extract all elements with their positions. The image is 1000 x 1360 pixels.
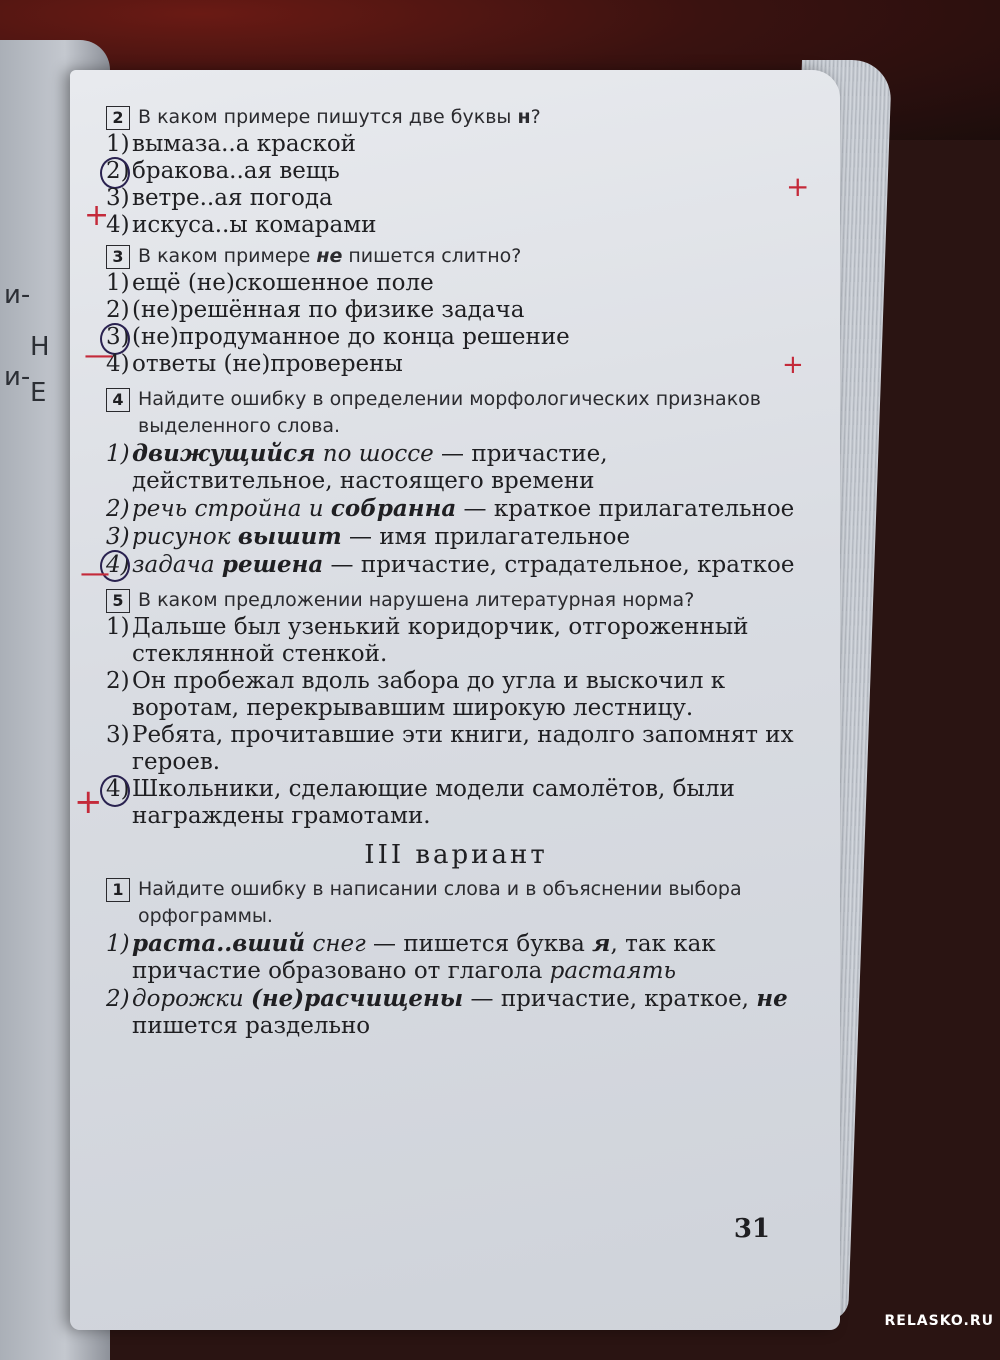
answer-text: ветре..ая погода (132, 185, 333, 211)
question-text (138, 104, 541, 131)
answer-number: 2) (106, 668, 130, 694)
answer-option (106, 495, 806, 523)
answer-number: 2) (106, 297, 130, 323)
question-number: 5 (106, 589, 130, 613)
answer-option (106, 668, 806, 722)
answer-number: 2) (106, 496, 130, 522)
answer-text: Он пробежал вдоль забора до угла и выскочил к воротам, перекрывавшим широкую лестницу. (132, 668, 726, 721)
answer-option (106, 212, 806, 239)
answer-number: 1) (106, 131, 130, 157)
highlighted-word: движущийся (132, 440, 316, 467)
answer-option (106, 614, 806, 668)
red-pen-plus-mark: + (74, 782, 103, 822)
highlighted-word: собранна (330, 495, 457, 522)
answer-option (106, 351, 806, 378)
answer-option (106, 985, 806, 1040)
answer-option (106, 523, 806, 551)
answer-text-italic: растаять (549, 958, 677, 984)
answer-option (106, 158, 806, 185)
red-pen-plus-mark: + (782, 350, 804, 380)
answer-number: 3) (106, 185, 130, 211)
question-keyword: не (316, 245, 343, 267)
left-page-fragment: Н (30, 332, 50, 362)
question-number: 1 (106, 878, 130, 902)
answer-text: — причастие, страдательное, краткое (323, 552, 795, 578)
answer-option (106, 440, 806, 495)
answer-number: 4) (106, 212, 130, 238)
question-text: Найдите ошибку в написании слова и в объяснении выбора орфограммы. (138, 878, 742, 927)
answer-number: 2) (106, 158, 130, 184)
answer-text: вымаза..а краской (132, 131, 357, 157)
answer-number: 1) (106, 614, 130, 640)
answer-text: — краткое прилагательное (456, 496, 795, 522)
left-page-fragment: и- (4, 362, 31, 392)
answer-option (106, 551, 806, 579)
question-text-part: пишется слитно? (342, 245, 522, 267)
answer-text: Дальше был узенький коридорчик, отгороженный стеклянной стенкой. (132, 614, 749, 667)
highlighted-word: (не)расчищены (251, 985, 464, 1012)
answer-text: — имя прилагательное (341, 524, 631, 550)
answer-text: — причастие, действительное, настоящего времени (132, 441, 608, 494)
answer-text: ответы (не)проверены (132, 351, 403, 377)
book-page (70, 70, 840, 1330)
answer-option (106, 776, 806, 830)
answer-option (106, 324, 806, 351)
question-number: 4 (106, 388, 130, 412)
answer-text-italic: задача (132, 552, 222, 578)
answer-text-italic: рисунок (132, 524, 238, 550)
answer-option (106, 270, 806, 297)
section-heading: III вариант (364, 840, 548, 870)
answer-text: пишется раздельно (132, 1013, 371, 1039)
pen-circle-mark (100, 775, 130, 807)
answer-option (106, 131, 806, 158)
answer-text-italic: по шоссе (315, 441, 434, 467)
red-pen-dash-mark: — (84, 338, 114, 373)
answer-text: (не)продуманное до конца решение (132, 324, 570, 350)
highlighted-word: раста..вший (132, 930, 306, 957)
question-text-part: ? (530, 106, 541, 128)
answer-number: 4) (106, 552, 130, 578)
answer-number: 3) (106, 524, 130, 550)
question-keyword: н (517, 106, 531, 128)
answer-text: Школьники, сделающие модели самолётов, были награждены грамотами. (132, 776, 735, 829)
red-pen-plus-mark: + (84, 198, 110, 233)
left-page-fragment: Е (30, 378, 47, 408)
highlighted-letter: я (592, 930, 611, 957)
answer-number: 1) (106, 931, 130, 957)
answer-number: 3) (106, 722, 130, 748)
question-5 (106, 587, 806, 614)
red-pen-plus-mark: + (786, 170, 810, 203)
answer-text-italic: снег (305, 931, 366, 957)
answer-text: ещё (не)скошенное поле (132, 270, 434, 296)
highlighted-word: решена (221, 551, 324, 578)
answer-text: , так как причастие образовано от глагола (132, 931, 716, 984)
question-1 (106, 876, 806, 930)
question-3 (106, 243, 806, 270)
question-text: В каком предложении нарушена литературная норма? (138, 589, 695, 611)
answer-text: — причастие, краткое, (463, 986, 757, 1012)
answer-option (106, 185, 806, 212)
highlighted-word: вышит (237, 523, 342, 550)
answer-text: бракова..ая вещь (132, 158, 340, 184)
answer-number: 4) (106, 776, 130, 802)
left-page-fragment: и- (4, 280, 31, 310)
answer-text: (не)решённая по физике задача (132, 297, 525, 323)
watermark: RELASKO.RU (884, 1313, 994, 1329)
answer-number: 1) (106, 270, 130, 296)
question-number: 3 (106, 245, 130, 269)
page-content (106, 100, 806, 1040)
answer-number: 3) (106, 324, 130, 350)
answer-option (106, 722, 806, 776)
question-text: Найдите ошибку в определении морфологических признаков выделенного слова. (138, 388, 762, 437)
highlighted-word: не (756, 985, 788, 1012)
answer-option (106, 930, 806, 985)
question-4 (106, 386, 806, 440)
answer-text: Ребята, прочитавшие эти книги, надолго запомнят их героев. (132, 722, 794, 775)
answer-text: — пишется буква (365, 931, 593, 957)
question-text-part: В каком примере пишутся две буквы (138, 106, 518, 128)
answer-text-italic: дорожки (132, 986, 251, 1012)
answer-text-italic: речь стройна и (132, 496, 331, 522)
answer-number: 4) (106, 351, 130, 377)
question-2 (106, 104, 806, 131)
answer-option (106, 297, 806, 324)
answer-number: 2) (106, 986, 130, 1012)
question-number: 2 (106, 106, 130, 130)
answer-number: 1) (106, 441, 130, 467)
question-text (138, 243, 521, 270)
red-pen-dash-mark: — (80, 556, 110, 591)
question-text-part: В каком примере (138, 245, 317, 267)
answer-text: искуса..ы комарами (132, 212, 377, 238)
page-number: 31 (733, 1214, 770, 1244)
